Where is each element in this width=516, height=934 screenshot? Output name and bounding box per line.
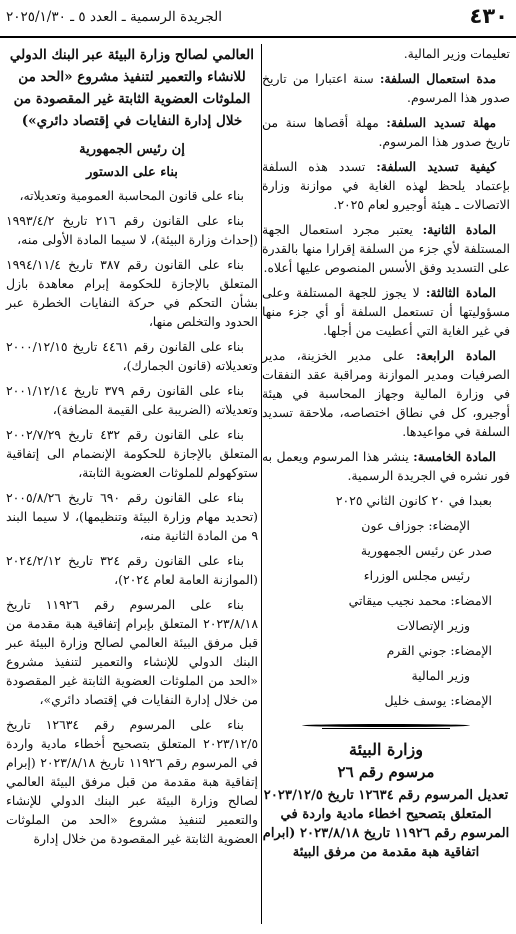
signature: الإمضاء: جوزاف عون xyxy=(361,518,470,533)
keyword: المادة الثالثة: xyxy=(425,285,496,300)
running-head: الجريدة الرسمية ـ العدد ٥ ـ ٢٠٢٥/١/٣٠ xyxy=(6,9,222,25)
preamble-item: بناء على قانون المحاسبة العمومية وتعديلاته، xyxy=(19,188,244,203)
decree-title: تعديل المرسوم رقم ١٢٦٣٤ تاريخ ٢٠٢٣/١٢/٥ المتعلق بتصحيح اخطاء مادية واردة في المرسوم رقم ١١٩٢٦ تاريخ ٢٠٢٣/٨/١٨ (ابرام اتفاقية هبة مقدمة من مرفق البيئة xyxy=(262,788,510,860)
article-5 xyxy=(262,447,510,485)
preamble-item: بناء على القانون رقم ٤٤٦١ تاريخ ٢٠٠٠/١٢/١٥ وتعديلاته (قانون الجمارك)، xyxy=(6,339,258,373)
signature: الإمضاء: جوني القرم xyxy=(386,643,492,658)
signature: الامضاء: محمد نجيب ميقاتي xyxy=(348,593,492,608)
article-2 xyxy=(262,220,510,277)
section-divider xyxy=(262,716,510,734)
paragraph: تعليمات وزير المالية. xyxy=(403,46,510,61)
president-heading: إن رئيس الجمهورية xyxy=(79,142,185,157)
decree-title-continued: العالمي لصالح وزارة البيئة عبر البنك الدولي للانشاء والتعمير لتنفيذ مشروع «الحد من الملوثات العضوية الثابتة غير المقصودة من خلال إدارة النفايات في إقتصاد دائري») xyxy=(9,47,255,129)
divider-thin xyxy=(322,728,450,729)
page-header xyxy=(0,0,516,38)
preamble-item: بناء على القانون رقم ٣٧٩ تاريخ ٢٠٠١/١٢/١٤ وتعديلاته (الضريبة على القيمة المضافة)، xyxy=(6,383,258,417)
title-line: وزير المالية xyxy=(411,668,470,683)
divider-thick xyxy=(302,724,470,727)
paragraph xyxy=(262,157,510,214)
preamble-item: بناء على المرسوم رقم ١١٩٢٦ تاريخ ٢٠٢٣/٨/١٨ المتعلق بإبرام إتفاقية هبة مقدمة من قبل مرفق البيئة العالمي لصالح وزارة البيئة عبر البنك الدولي للإنشاء والتعمير لتنفيذ مشروع «الحد من الملوثات العضوية الثابتة غير المقصودة من خلال إدارة النفايات في إقتصاد دائري»، xyxy=(6,597,258,707)
paragraph-text: يعتبر مجرد استعمال الجهة المستلفة لأي جزء من السلفة إقرارا منها بالقدرة على التسديد وفق الأسس المنصوص عليها أعلاه. xyxy=(262,222,510,275)
keyword: مدة استعمال السلفة: xyxy=(379,71,496,86)
right-column xyxy=(262,44,510,862)
keyword: المادة الخامسة: xyxy=(413,449,496,464)
paragraph-text: مهلة أقصاها سنة من تاريخ صدور هذا المرسوم. xyxy=(262,115,510,149)
signature: الإمضاء: يوسف خليل xyxy=(384,693,492,708)
left-column xyxy=(6,44,258,854)
paragraph xyxy=(262,113,510,151)
keyword: مهلة تسديد السلفة: xyxy=(386,115,496,130)
keyword: المادة الثانية: xyxy=(422,222,496,237)
article-3 xyxy=(262,283,510,340)
paragraph-text: لا يجوز للجهة المستلفة وعلى مسؤوليتها أن تستعمل السلفة أو أي جزء منها في غير الغاية التي أعطيت من أجلها. xyxy=(262,285,510,338)
preamble-item: بناء على القانون رقم ٢١٦ تاريخ ١٩٩٣/٤/٢ (إحداث وزارة البيئة)، لا سيما المادة الأولى منه، xyxy=(6,213,258,247)
title-line: وزير الإتصالات xyxy=(396,618,470,633)
date-line: بعبدا في ٢٠ كانون الثاني ٢٠٢٥ xyxy=(335,493,492,508)
ministry-heading: وزارة البيئة xyxy=(349,740,423,759)
paragraph xyxy=(262,69,510,107)
paragraph-text: على مدير الخزينة، مدير الصرفيات ومدير الموازنة ومراقبة عقد النفقات في وزارة المالية وجهاز المحاسبة في هيئة أوجيرو، كل في نطاق اختصاصه، ملاحقة تسديد السلفة في مواعيدها. xyxy=(262,348,510,439)
keyword: كيفية تسديد السلفة: xyxy=(376,159,497,174)
constitution-heading: بناء على الدستور xyxy=(86,165,178,180)
paragraph-text: تسدد هذه السلفة بإعتماد يلحظ لهذه الغاية في موازنة وزارة الاتصالات ـ هيئة أوجيرو لعام ٢٠٢٥. xyxy=(262,159,510,212)
article-4 xyxy=(262,346,510,441)
preamble-item: بناء على القانون رقم ٤٣٢ تاريخ ٢٠٠٢/٧/٢٩ المتعلق بالإجازة للحكومة الإنضمام الى إتفاقية ستوكهولم للملوثات العضوية الثابتة، xyxy=(6,427,258,480)
preamble-item: بناء على القانون رقم ٦٩٠ تاريخ ٢٠٠٥/٨/٢٦ (تحديد مهام وزارة البيئة وتنظيمها)، لا سيما البند ٩ من المادة الثانية منه، xyxy=(6,490,258,543)
paragraph-text: ينشر هذا المرسوم ويعمل به فور نشره في الجريدة الرسمية. xyxy=(262,449,510,483)
preamble-item: بناء على القانون رقم ٣٢٤ تاريخ ٢٠٢٤/٢/١٢ (الموازنة العامة لعام ٢٠٢٤)، xyxy=(6,553,258,587)
keyword: المادة الرابعة: xyxy=(415,348,497,363)
preamble-item: بناء على القانون رقم ٣٨٧ تاريخ ١٩٩٤/١١/٤ المتعلق بالإجازة للحكومة إبرام معاهدة بازل بشأن التحكم في حركة النفايات الخطرة عبر الحدود والتخلص منها، xyxy=(6,257,258,329)
issued-by: صدر عن رئيس الجمهورية xyxy=(360,543,492,558)
title-line: رئيس مجلس الوزراء xyxy=(363,568,470,583)
paragraph-text: سنة اعتبارا من تاريخ صدور هذا المرسوم. xyxy=(262,71,510,105)
page-number: ٤٣٠ xyxy=(469,4,508,28)
preamble-item: بناء على المرسوم رقم ١٢٦٣٤ تاريخ ٢٠٢٣/١٢/٥ المتعلق بتصحيح أخطاء مادية واردة في المرسوم رقم ١١٩٢٦ تاريخ ٢٠٢٣/٨/١٨ (إبرام إتفاقية هبة مقدمة من قبل مرفق البيئة العالمي لصالح وزارة البيئة عبر البنك الدولي للإنشاء والتعمير لتنفيذ مشروع «الحد من الملوثات العضوية الثابتة غير المقصودة من خلال إدارة xyxy=(6,717,258,846)
decree-number: مرسوم رقم ٢٦ xyxy=(337,763,435,781)
